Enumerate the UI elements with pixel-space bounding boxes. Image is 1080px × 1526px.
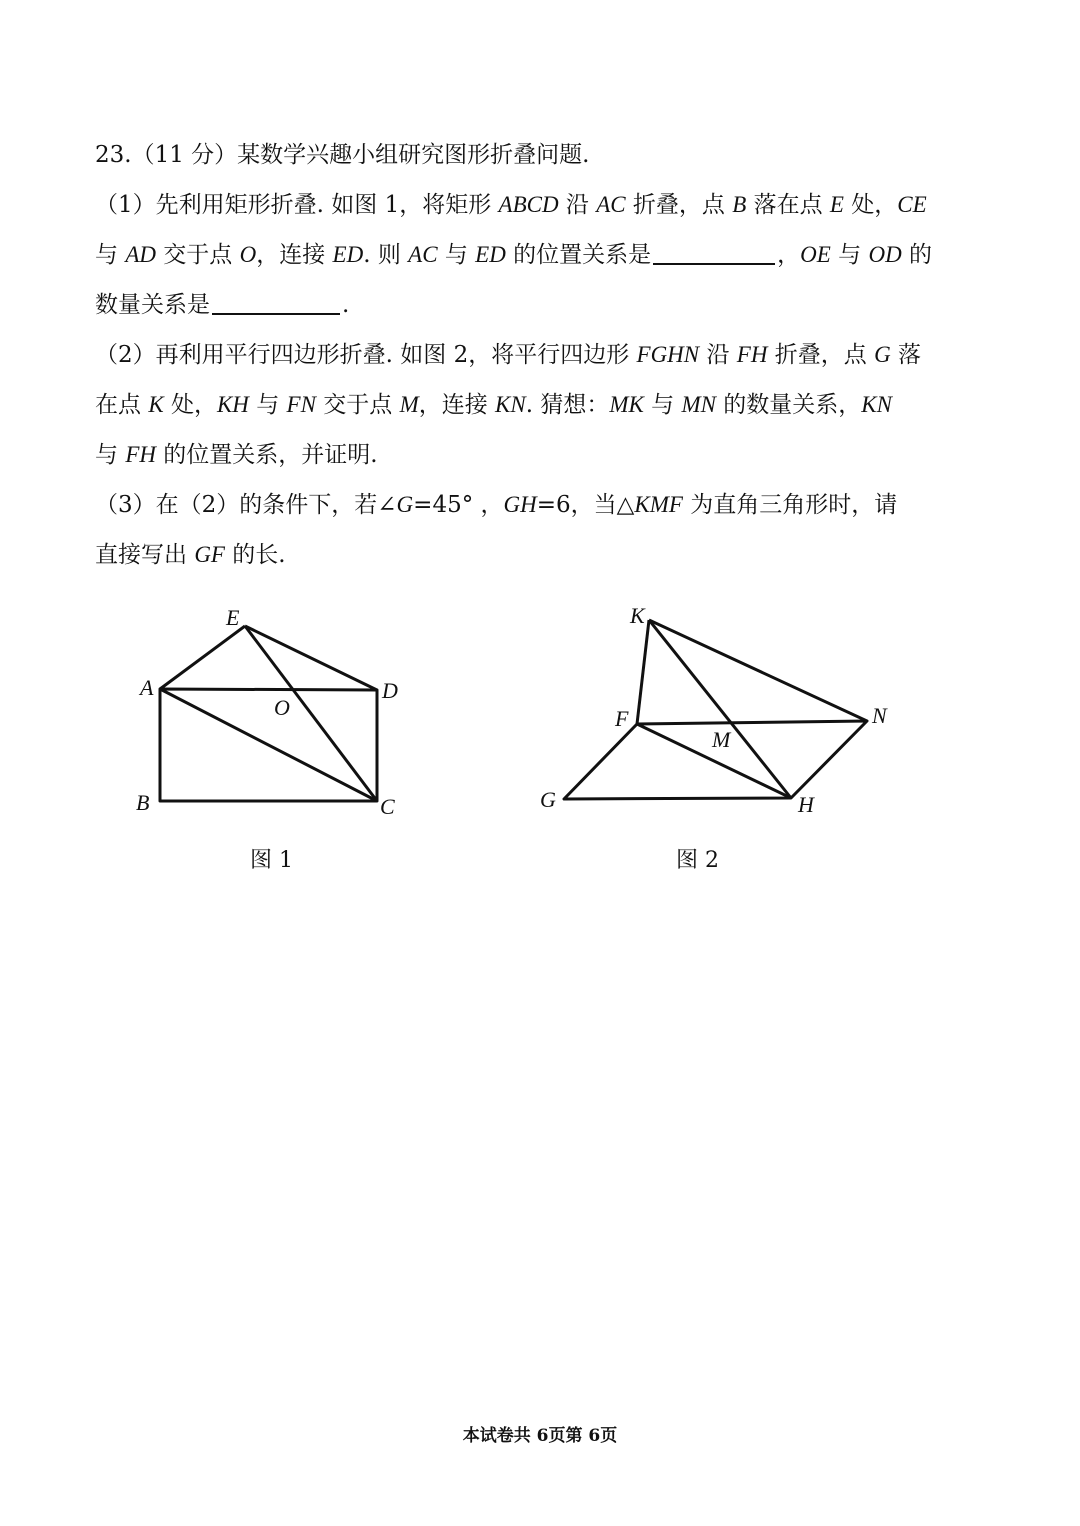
segment-ed: [245, 626, 377, 690]
part3-line1: （3）在（2）的条件下，若∠G=45° ，GH=6，当△KMF 为直角三角形时，请: [95, 492, 898, 518]
part2-line1: （2）再利用平行四边形折叠. 如图 2，将平行四边形 FGHN 沿 FH 折叠，点 G 落: [95, 342, 921, 368]
label-o: O: [274, 695, 290, 720]
figure-1-diagram: [120, 600, 420, 830]
segment-ae: [160, 626, 245, 689]
figure-2-diagram: [530, 598, 910, 828]
segment-kh: [649, 620, 791, 798]
question-title: 23.（11 分）某数学兴趣小组研究图形折叠问题.: [95, 142, 590, 168]
answer-blank-1[interactable]: [653, 263, 775, 265]
label-b: B: [136, 790, 150, 815]
figure-1-caption: 图 1: [250, 848, 293, 873]
figure-2-caption: 图 2: [676, 848, 719, 873]
part3-line2: 直接写出 GF 的长.: [95, 542, 286, 568]
label-f: F: [615, 706, 629, 731]
label-n: N: [872, 703, 887, 728]
label-c: C: [380, 794, 395, 819]
label-a: A: [140, 675, 154, 700]
segment-ec: [245, 626, 377, 801]
label-g: G: [540, 787, 556, 812]
label-d: D: [382, 678, 398, 703]
part1-line2: 与 AD 交于点 O，连接 ED. 则 AC 与 ED 的位置关系是 ，OE 与 OD 的: [95, 242, 932, 268]
label-h: H: [798, 792, 814, 817]
page-footer: 本试卷共 6页第 6页: [462, 1426, 618, 1446]
segment-fk: [637, 620, 649, 724]
part2-line2: 在点 K 处，KH 与 FN 交于点 M，连接 KN. 猜想：MK 与 MN 的数量关系，KN: [95, 392, 892, 418]
part1-line1: （1）先利用矩形折叠. 如图 1，将矩形 ABCD 沿 AC 折叠，点 B 落在点 E 处，CE: [95, 192, 927, 218]
segment-kn: [649, 620, 867, 721]
label-m: M: [712, 727, 731, 752]
label-e: E: [226, 605, 240, 630]
part1-line3: 数量关系是 .: [95, 292, 350, 318]
label-k: K: [630, 603, 645, 628]
segment-ac: [160, 689, 377, 801]
answer-blank-2[interactable]: [212, 313, 340, 315]
part2-line3: 与 FH 的位置关系，并证明.: [95, 442, 378, 468]
